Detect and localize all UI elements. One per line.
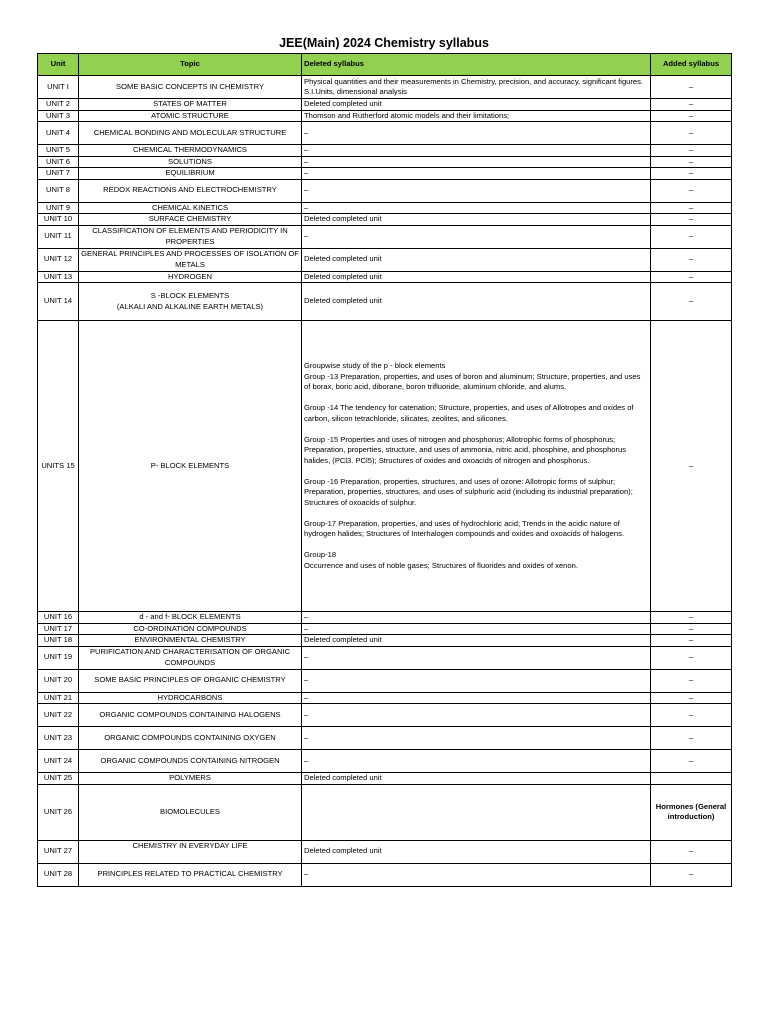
topic-cell: BIOMOLECULES <box>79 784 302 840</box>
unit-cell: UNIT 3 <box>38 110 79 122</box>
table-header-row <box>38 54 732 76</box>
table-row <box>38 704 732 727</box>
deleted-cell: Deleted completed unit <box>302 840 651 863</box>
group-15: Group -15 Properties and uses of nitrogen and phosphorus; Allotrophic forms of phosphorus; Preparation, properties, structure, and uses of ammonia, nitric acid, phosphine, and phosphorus halides, (PCl3. PCl5); Structures of oxides and oxoacids of nitrogen and phosphorus. <box>304 434 627 465</box>
unit-cell: UNIT 7 <box>38 168 79 180</box>
topic-cell: SOLUTIONS <box>79 156 302 168</box>
added-cell: – <box>651 612 732 624</box>
table-row <box>38 145 732 157</box>
deleted-cell: – <box>302 727 651 750</box>
deleted-cell: – <box>302 168 651 180</box>
header-topic: Topic <box>79 54 302 76</box>
added-cell: – <box>651 76 732 99</box>
group-18-heading: Group-18 <box>304 550 337 559</box>
topic-line: (ALKALI AND ALKALINE EARTH METALS) <box>116 301 264 311</box>
topic-cell: CHEMICAL KINETICS <box>79 202 302 214</box>
unit-cell: UNIT 4 <box>38 122 79 145</box>
deleted-cell: Thomson and Rutherford atomic models and their limitations; <box>302 110 651 122</box>
table-row <box>38 646 732 669</box>
unit-cell: UNIT 11 <box>38 225 79 248</box>
group-13: Group -13 Preparation, properties, and uses of boron and aluminum; Structure, properties, and uses of borax, boric acid, diborane, boron trifluoride, aluminum chloride, and alums. <box>304 371 641 391</box>
unit-cell: UNIT 16 <box>38 612 79 624</box>
table-row <box>38 168 732 180</box>
deleted-cell: – <box>302 646 651 669</box>
topic-cell: SURFACE CHEMISTRY <box>79 214 302 226</box>
added-cell: – <box>651 635 732 647</box>
topic-cell: SOME BASIC PRINCIPLES OF ORGANIC CHEMISTRY <box>79 669 302 692</box>
topic-cell: SOME BASIC CONCEPTS IN CHEMISTRY <box>79 76 302 99</box>
unit-cell: UNIT 12 <box>38 248 79 271</box>
group-17: Group-17 Preparation, properties, and uses of hydrochloric acid; Trends in the acidic nature of hydrogen halides; Structures of Interhalogen compounds and oxides and oxoacids of halogens. <box>304 518 624 538</box>
unit-cell: UNIT 9 <box>38 202 79 214</box>
added-cell: – <box>651 99 732 111</box>
table-row <box>38 99 732 111</box>
deleted-cell: Deleted completed unit <box>302 248 651 271</box>
unit-cell: UNIT 24 <box>38 750 79 773</box>
unit-cell: UNIT 6 <box>38 156 79 168</box>
unit-cell: UNIT 22 <box>38 704 79 727</box>
added-cell: – <box>651 283 732 321</box>
deleted-cell: – <box>302 692 651 704</box>
unit-cell: UNIT 21 <box>38 692 79 704</box>
topic-line: S -BLOCK ELEMENTS <box>150 291 230 300</box>
deleted-cell: – <box>302 179 651 202</box>
topic-cell: d - and f- BLOCK ELEMENTS <box>79 612 302 624</box>
deleted-cell: Deleted completed unit <box>302 99 651 111</box>
deleted-cell: – <box>302 122 651 145</box>
deleted-cell: – <box>302 612 651 624</box>
deleted-cell: Deleted completed unit <box>302 773 651 785</box>
topic-cell: ENVIRONMENTAL CHEMISTRY <box>79 635 302 647</box>
added-cell: – <box>651 156 732 168</box>
table-row <box>38 214 732 226</box>
unit-cell: UNIT 5 <box>38 145 79 157</box>
table-row <box>38 612 732 624</box>
topic-cell: CHEMICAL BONDING AND MOLECULAR STRUCTURE <box>79 122 302 145</box>
unit-cell: UNIT I <box>38 76 79 99</box>
table-row <box>38 76 732 99</box>
table-row <box>38 692 732 704</box>
group-14: Group -14 The tendency for catenation; Structure, properties, and uses of Allotropes and oxides of carbon, silicon tetrachloride, silicates, zeolites, and silicones. <box>304 403 634 423</box>
table-row <box>38 202 732 214</box>
topic-cell: PURIFICATION AND CHARACTERISATION OF ORGANIC COMPOUNDS <box>79 646 302 669</box>
unit-cell: UNIT 2 <box>38 99 79 111</box>
deleted-cell: – <box>302 623 651 635</box>
table-row <box>38 110 732 122</box>
unit-cell: UNITS 15 <box>38 321 79 612</box>
deleted-cell: Physical quantities and their measurements in Chemistry, precision, and accuracy, significant figures. S.I.Units, dimensional analysis <box>302 76 651 99</box>
topic-cell: CHEMISTRY IN EVERYDAY LIFE <box>79 840 302 863</box>
page-title: JEE(Main) 2024 Chemistry syllabus <box>279 36 489 50</box>
added-cell: – <box>651 122 732 145</box>
unit-cell: UNIT 18 <box>38 635 79 647</box>
deleted-cell: – <box>302 145 651 157</box>
added-cell: – <box>651 248 732 271</box>
table-row <box>38 727 732 750</box>
added-cell: – <box>651 669 732 692</box>
topic-cell: POLYMERS <box>79 773 302 785</box>
deleted-cell: Deleted completed unit <box>302 214 651 226</box>
topic-cell: REDOX REACTIONS AND ELECTROCHEMISTRY <box>79 179 302 202</box>
unit-cell: UNIT 23 <box>38 727 79 750</box>
topic-cell: ORGANIC COMPOUNDS CONTAINING HALOGENS <box>79 704 302 727</box>
table-row <box>38 122 732 145</box>
group-intro: Groupwise study of the p - block elements <box>304 361 446 370</box>
added-cell: – <box>651 145 732 157</box>
deleted-cell: – <box>302 156 651 168</box>
added-cell: – <box>651 704 732 727</box>
unit-cell: UNIT 10 <box>38 214 79 226</box>
table-row <box>38 863 732 886</box>
table-row <box>38 773 732 785</box>
unit-cell: UNIT 27 <box>38 840 79 863</box>
topic-cell: GENERAL PRINCIPLES AND PROCESSES OF ISOLATION OF METALS <box>79 248 302 271</box>
added-cell: – <box>651 727 732 750</box>
unit-cell: UNIT 26 <box>38 784 79 840</box>
topic-cell: CO-ORDINATION COMPOUNDS <box>79 623 302 635</box>
header-added-syllabus: Added syllabus <box>651 54 732 76</box>
deleted-cell: – <box>302 704 651 727</box>
header-unit: Unit <box>38 54 79 76</box>
topic-cell: HYDROCARBONS <box>79 692 302 704</box>
deleted-cell: – <box>302 202 651 214</box>
added-cell: – <box>651 750 732 773</box>
unit-cell: UNIT 13 <box>38 271 79 283</box>
unit-cell: UNIT 19 <box>38 646 79 669</box>
unit-cell: UNIT 17 <box>38 623 79 635</box>
table-row <box>38 248 732 271</box>
topic-cell: STATES OF MATTER <box>79 99 302 111</box>
deleted-cell: – <box>302 863 651 886</box>
table-row <box>38 669 732 692</box>
table-row <box>38 750 732 773</box>
added-cell: – <box>651 225 732 248</box>
deleted-cell: – <box>302 750 651 773</box>
deleted-cell: Deleted completed unit <box>302 635 651 647</box>
unit-cell: UNIT 28 <box>38 863 79 886</box>
table-row <box>38 156 732 168</box>
group-16: Group -16 Preparation, properties, structures, and uses of ozone: Allotropic forms of sulphur; Preparation, properties, structures, and uses of sulphuric acid (including its industrial preparation); Structures of oxoacids of sulphur. <box>304 476 633 507</box>
topic-cell: ORGANIC COMPOUNDS CONTAINING NITROGEN <box>79 750 302 773</box>
deleted-cell: Deleted completed unit <box>302 283 651 321</box>
table-row <box>38 271 732 283</box>
topic-cell: ORGANIC COMPOUNDS CONTAINING OXYGEN <box>79 727 302 750</box>
topic-cell: EQUILIBRIUM <box>79 168 302 180</box>
table-row <box>38 784 732 840</box>
topic-cell: ATOMIC STRUCTURE <box>79 110 302 122</box>
added-cell <box>651 773 732 785</box>
table-row <box>38 321 732 612</box>
deleted-cell <box>302 784 651 840</box>
table-row <box>38 635 732 647</box>
unit-cell: UNIT 20 <box>38 669 79 692</box>
table-row <box>38 225 732 248</box>
added-cell: – <box>651 646 732 669</box>
added-cell: – <box>651 271 732 283</box>
added-cell: – <box>651 214 732 226</box>
group-18: Occurrence and uses of noble gases; Structures of fluorides and oxides of xenon. <box>304 560 578 570</box>
deleted-cell <box>302 321 651 612</box>
syllabus-table <box>37 53 732 887</box>
added-cell: – <box>651 840 732 863</box>
table-row <box>38 840 732 863</box>
topic-cell: PRINCIPLES RELATED TO PRACTICAL CHEMISTRY <box>79 863 302 886</box>
header-deleted-syllabus: Deleted syllabus <box>302 54 651 76</box>
table-row <box>38 283 732 321</box>
deleted-cell: Deleted completed unit <box>302 271 651 283</box>
added-cell: – <box>651 321 732 612</box>
added-cell: – <box>651 202 732 214</box>
added-cell: – <box>651 863 732 886</box>
topic-cell <box>79 283 302 321</box>
unit-cell: UNIT 8 <box>38 179 79 202</box>
topic-cell: P- BLOCK ELEMENTS <box>79 321 302 612</box>
table-row <box>38 179 732 202</box>
table-row <box>38 623 732 635</box>
deleted-cell: – <box>302 669 651 692</box>
added-cell: – <box>651 110 732 122</box>
topic-cell: HYDROGEN <box>79 271 302 283</box>
topic-cell: CLASSIFICATION OF ELEMENTS AND PERIODICITY IN PROPERTIES <box>79 225 302 248</box>
unit-cell: UNIT 14 <box>38 283 79 321</box>
added-cell: – <box>651 692 732 704</box>
unit-cell: UNIT 25 <box>38 773 79 785</box>
added-cell: Hormones (General introduction) <box>651 784 732 840</box>
added-cell: – <box>651 623 732 635</box>
added-cell: – <box>651 168 732 180</box>
deleted-cell: – <box>302 225 651 248</box>
added-cell: – <box>651 179 732 202</box>
topic-cell: CHEMICAL THERMODYNAMICS <box>79 145 302 157</box>
